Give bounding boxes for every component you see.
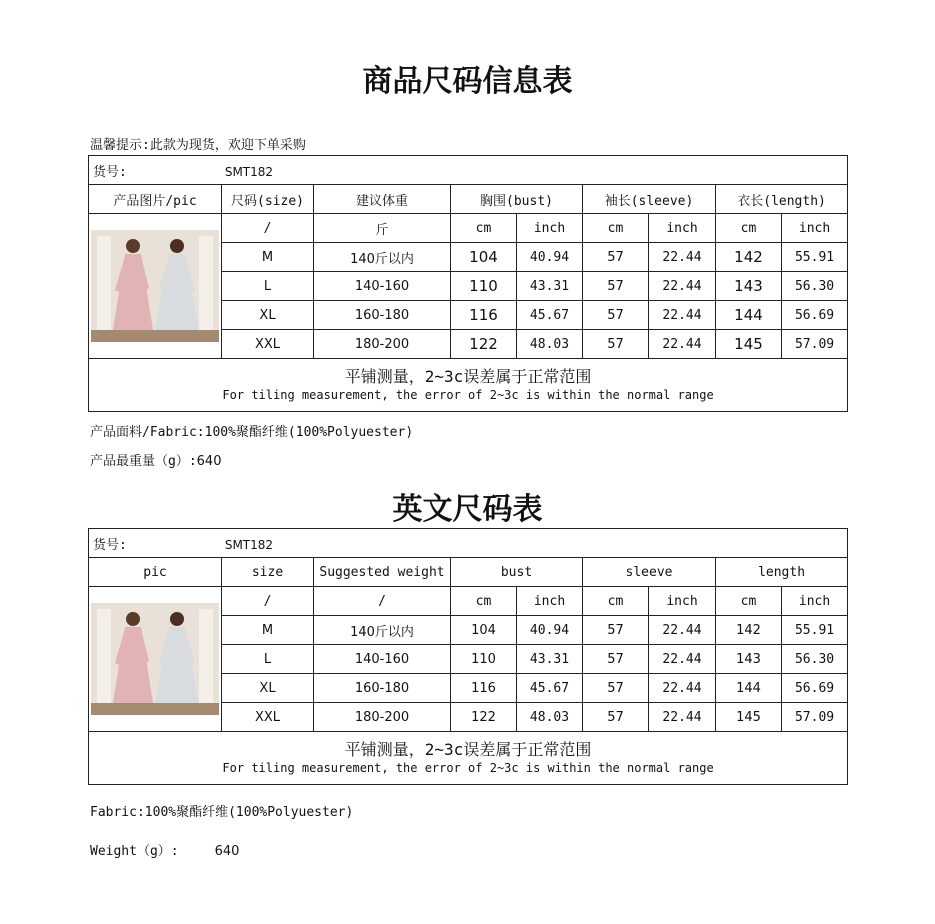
bust-cm-cell: 104	[451, 616, 517, 645]
bust-cm-cell: 104	[451, 243, 517, 272]
sleeve-inch-cell: 22.44	[649, 272, 716, 301]
en-page-title: 英文尺码表	[392, 492, 543, 527]
product-photo	[89, 214, 222, 359]
unit-cell: inch	[517, 214, 583, 243]
sleeve-inch-cell: 22.44	[649, 330, 716, 359]
bust-cm-cell: 110	[451, 645, 517, 674]
sleeve-cm-cell: 57	[583, 674, 649, 703]
sleeve-inch-cell: 22.44	[649, 243, 716, 272]
header-size: 尺码(size)	[222, 185, 314, 214]
weight-cell: 160-180	[314, 674, 451, 703]
sleeve-cm-cell: 57	[583, 301, 649, 330]
length-inch-cell: 55.91	[782, 243, 848, 272]
cn-item-row	[89, 156, 848, 185]
sleeve-cm-cell: 57	[583, 703, 649, 732]
weight-label: 产品最重量（g）:	[90, 454, 197, 469]
bust-inch-cell: 43.31	[517, 645, 583, 674]
weight-value: 640	[214, 844, 240, 859]
cn-tip-text: 温馨提示:此款为现货，欢迎下单采购	[90, 138, 306, 153]
sleeve-inch-cell: 22.44	[649, 645, 716, 674]
bust-inch-cell: 40.94	[517, 243, 583, 272]
unit-cell: cm	[716, 214, 782, 243]
header-bust: bust	[451, 558, 583, 587]
weight-cell: 140-160	[314, 272, 451, 301]
sleeve-inch-cell: 22.44	[649, 703, 716, 732]
header-pic: 产品图片/pic	[89, 185, 222, 214]
note-en: For tiling measurement, the error of 2~3c is within the normal range	[222, 761, 714, 775]
unit-cell: inch	[649, 587, 716, 616]
en-item-row	[89, 529, 848, 558]
length-cm-cell: 143	[716, 645, 782, 674]
item-number: SMT182	[224, 537, 274, 552]
header-weight: 建议体重	[314, 185, 451, 214]
bust-inch-cell: 48.03	[517, 330, 583, 359]
header-bust: 胸围(bust)	[451, 185, 583, 214]
bust-inch-cell: 43.31	[517, 272, 583, 301]
sleeve-cm-cell: 57	[583, 645, 649, 674]
unit-cell: inch	[649, 214, 716, 243]
unit-cell: cm	[583, 214, 649, 243]
sleeve-cm-cell: 57	[583, 330, 649, 359]
unit-cell: inch	[782, 214, 848, 243]
unit-cell: cm	[451, 587, 517, 616]
bust-cm-cell: 116	[451, 301, 517, 330]
unit-cell: cm	[583, 587, 649, 616]
length-inch-cell: 55.91	[782, 616, 848, 645]
unit-cell: inch	[782, 587, 848, 616]
sleeve-cm-cell: 57	[583, 243, 649, 272]
bust-cm-cell: 122	[451, 703, 517, 732]
weight-cell: 180-200	[314, 703, 451, 732]
dress-photo-image	[91, 230, 219, 342]
weight-label: Weight（g）:	[90, 844, 179, 859]
size-cell: L	[222, 645, 314, 674]
length-inch-cell: 57.09	[782, 703, 848, 732]
header-sleeve: sleeve	[583, 558, 716, 587]
unit-cell: /	[222, 214, 314, 243]
cn-weight-line	[90, 450, 221, 469]
bust-cm-cell: 116	[451, 674, 517, 703]
header-size: size	[222, 558, 314, 587]
header-sleeve: 袖长(sleeve)	[583, 185, 716, 214]
item-number: SMT182	[224, 164, 274, 179]
length-cm-cell: 142	[716, 243, 782, 272]
size-cell: L	[222, 272, 314, 301]
bust-inch-cell: 40.94	[517, 616, 583, 645]
size-cell: XXL	[222, 330, 314, 359]
dress-photo-image	[91, 603, 219, 715]
length-cm-cell: 144	[716, 674, 782, 703]
unit-cell: cm	[451, 214, 517, 243]
sleeve-cm-cell: 57	[583, 616, 649, 645]
bust-cm-cell: 122	[451, 330, 517, 359]
length-cm-cell: 145	[716, 703, 782, 732]
weight-value: 640	[196, 454, 222, 469]
bust-inch-cell: 45.67	[517, 674, 583, 703]
size-cell: XL	[222, 301, 314, 330]
en-size-table	[88, 528, 848, 785]
item-label: 货号:	[93, 164, 127, 180]
header-pic: pic	[89, 558, 222, 587]
en-fabric-text: Fabric:100%聚酯纤维(100%Polyuester)	[90, 805, 354, 820]
note-cn: 平铺测量，2~3c误差属于正常范围	[344, 740, 592, 759]
sleeve-inch-cell: 22.44	[649, 616, 716, 645]
weight-cell: 180-200	[314, 330, 451, 359]
unit-cell: inch	[517, 587, 583, 616]
measurement-note	[89, 732, 848, 785]
header-length: 衣长(length)	[716, 185, 848, 214]
size-cell: M	[222, 616, 314, 645]
length-cm-cell: 142	[716, 616, 782, 645]
product-photo	[89, 587, 222, 732]
unit-cell: cm	[716, 587, 782, 616]
size-cell: M	[222, 243, 314, 272]
unit-cell: /	[222, 587, 314, 616]
note-en: For tiling measurement, the error of 2~3c is within the normal range	[222, 388, 714, 402]
size-cell: XL	[222, 674, 314, 703]
cn-size-table	[88, 155, 848, 412]
size-cell: XXL	[222, 703, 314, 732]
sleeve-inch-cell: 22.44	[649, 674, 716, 703]
weight-cell: 160-180	[314, 301, 451, 330]
header-weight: Suggested weight	[314, 558, 451, 587]
length-inch-cell: 56.30	[782, 645, 848, 674]
sleeve-inch-cell: 22.44	[649, 301, 716, 330]
unit-cell: 斤	[314, 214, 451, 243]
length-inch-cell: 57.09	[782, 330, 848, 359]
bust-inch-cell: 48.03	[517, 703, 583, 732]
weight-cell: 140-160	[314, 645, 451, 674]
header-length: length	[716, 558, 848, 587]
bust-inch-cell: 45.67	[517, 301, 583, 330]
note-cn: 平铺测量，2~3c误差属于正常范围	[344, 367, 592, 386]
en-weight-line	[90, 840, 239, 859]
bust-cm-cell: 110	[451, 272, 517, 301]
length-cm-cell: 145	[716, 330, 782, 359]
length-inch-cell: 56.69	[782, 301, 848, 330]
item-label: 货号:	[93, 537, 127, 553]
length-cm-cell: 143	[716, 272, 782, 301]
unit-cell: /	[314, 587, 451, 616]
weight-cell: 140斤以内	[314, 616, 451, 645]
weight-cell: 140斤以内	[314, 243, 451, 272]
measurement-note	[89, 359, 848, 412]
cn-page-title: 商品尺码信息表	[362, 64, 573, 99]
sleeve-cm-cell: 57	[583, 272, 649, 301]
length-inch-cell: 56.30	[782, 272, 848, 301]
cn-fabric-text: 产品面料/Fabric:100%聚酯纤维(100%Polyuester)	[90, 425, 414, 440]
length-inch-cell: 56.69	[782, 674, 848, 703]
length-cm-cell: 144	[716, 301, 782, 330]
